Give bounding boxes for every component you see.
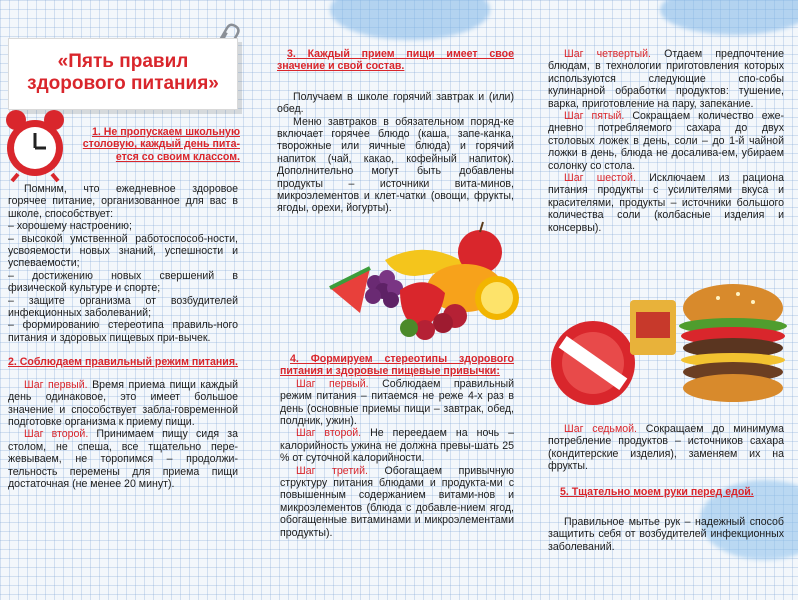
step-label: Шаг второй. — [24, 428, 89, 441]
column-3b — [548, 423, 784, 553]
rule1-bullet-2: – высокой умственной работоспособ-ности, усвояемости новых знаний, успешности и успеваемости; — [8, 232, 238, 270]
title-line-1: «Пять правил — [57, 51, 189, 72]
rule4-step2 — [280, 427, 514, 464]
step-label: Шаг первый. — [24, 378, 88, 391]
rule4-step7 — [548, 423, 784, 473]
fruits-illustration — [325, 228, 525, 343]
rule1-bullet-1: – хорошему настроению; — [8, 220, 132, 233]
rule3-heading: 3. Каждый прием пищи имеет свое значение и свой состав. — [277, 48, 514, 73]
step-label: Шаг седьмой. — [564, 423, 637, 435]
rule4-heading: 4. Формируем стереотипы здорового питания и здоровые пищевые привычки: — [280, 353, 514, 378]
rule1-heading: 1. Не пропускаем школьную столовую, каждый день пита-ется со своим классом. — [82, 126, 240, 163]
paint-splash — [660, 0, 798, 35]
rule5-heading: 5. Тщательно моем руки перед едой. — [560, 485, 754, 498]
rule3-p1: Получаем в школе горячий завтрак и (или) обед. — [277, 90, 514, 116]
step-label: Шаг первый. — [296, 377, 369, 390]
step-text: Отдаем предпочтение блюдам, в технологии приготовления которых используются следующие спо-собы кулинарной обработки продуктов: тушение, варка, приготовление на пару, запекание. — [548, 48, 784, 110]
column-1 — [8, 183, 238, 490]
rule5-text: Правильное мытье рук – надежный способ защитить себя от возбудителей инфекционных заболеваний. — [548, 516, 784, 553]
step-text: Обогащаем привычную структуру питания блюдами и продукта-ми с повышенным содержанием витами-нов и микроэлементов (блюда с добавле-нием ягод, обогащенные витаминами и микроэлементами продукты). — [280, 464, 514, 539]
rule1-bullet-4: – защите организма от возбудителей инфекционных заболеваний; — [8, 294, 238, 320]
step-text: Соблюдаем правильный режим питания – питаемся не реже 4-х раз в день (основные приемы пищи – завтрак, обед, полдник, ужин). — [280, 377, 514, 428]
step-text: Сокращаем до минимума потребление продуктов – источников сахара (кондитерские изделия), заменяем их на фрукты. — [548, 423, 784, 473]
step-text: Время приема пищи каждый день одинаковое, это имеет большое значение и способствует забла-говременной подготовке организма к приему пищи. — [8, 378, 238, 428]
rule4-step5 — [548, 110, 784, 172]
rule1-bullet-5: – формированию стереотипа правиль-ного питания и здоровых пищевых при-вычек. — [8, 319, 238, 344]
column-2 — [277, 48, 514, 215]
burger-illustration — [628, 282, 788, 407]
step-label: Шаг четвертый. — [564, 48, 651, 60]
rule4-step6 — [548, 172, 784, 234]
step-text: Не переедаем на ночь – калорийность ужина не должна превы-шать 25 % от суточной калорийности. — [280, 427, 514, 465]
rule2-heading: 2. Соблюдаем правильный режим питания. — [8, 356, 238, 369]
column-2b — [280, 353, 514, 539]
rule4-step1 — [280, 378, 514, 428]
rule4-step4 — [548, 48, 784, 110]
step-label: Шаг пятый. — [564, 110, 625, 123]
rule4-step3 — [280, 465, 514, 539]
step-text: Сокращаем количество еже-дневно потребляемого сахара до двух столовых ложек в день, соли – до 1-й чайной ложки в день, блюда не досалива-ем, убираем солонку со стола. — [548, 110, 784, 172]
step-label: Шаг второй. — [296, 427, 362, 440]
no-sign-icon — [548, 318, 638, 408]
rule2-step2 — [8, 428, 238, 490]
title-line-2: здорового питания» — [27, 73, 219, 94]
rule2-step1 — [8, 379, 238, 429]
title-box — [8, 38, 238, 110]
rule1-intro: Помним, что ежедневное здоровое горячее питание, организованное для вас в школе, способствует: — [8, 183, 238, 220]
page-title — [9, 51, 237, 95]
step-label: Шаг шестой. — [564, 172, 636, 185]
rule1-bullet-3: – достижению новых свершений в физической культуре и спорте; — [8, 269, 238, 295]
rule3-p2: Меню завтраков в обязательном поряд-ке включает горячее блюдо (каша, запе-канка, творожные или яичные блюда) и горячий напиток (чай, какао, кофейный напиток). Дополнительно могут быть добавлены продукты – источники вита-минов, микроэлементов и клет-чатки (овощи, фрукты, ягоды, орехи, йогурты). — [277, 115, 514, 215]
paint-splash — [330, 0, 490, 40]
column-3 — [548, 48, 784, 234]
step-text: Исключаем из рациона питания продукты с усилителями вкуса и красителями, продукты – источники большого количества соли (колбасные изделия и консервы). — [548, 172, 784, 234]
step-label: Шаг третий. — [296, 464, 368, 477]
step-text: Принимаем пищу сидя за столом, не спеша, все тщательно пере-жевываем, не торопимся – продолжи-тельность перемены для приема пищи достаточная (не менее 20 минут). — [8, 428, 238, 490]
